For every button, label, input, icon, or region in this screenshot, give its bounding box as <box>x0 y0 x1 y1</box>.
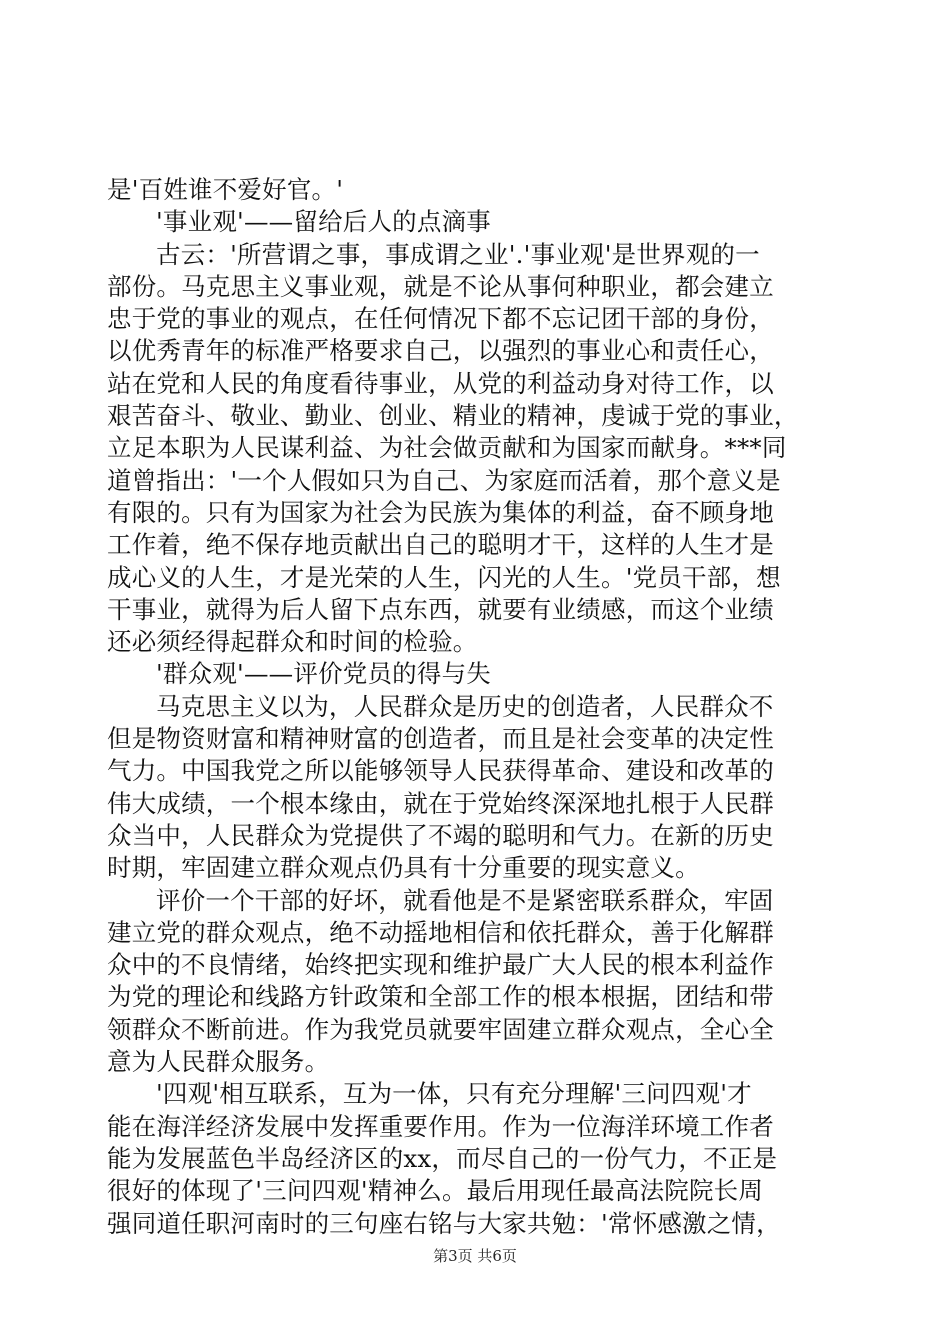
text-line: 很好的体现了'三问四观'精神么。最后用现任最高法院院长周 <box>107 1176 764 1206</box>
text-line: 立足本职为人民谋利益、为社会做贡献和为国家而献身。***同 <box>107 433 787 463</box>
text-line: 建立党的群众观点，绝不动摇地相信和依托群众，善于化解群 <box>107 917 774 947</box>
text-line: 伟大成绩，一个根本缘由，就在于党始终深深地扎根于人民群 <box>107 788 774 818</box>
text-line: 但是物资财富和精神财富的创造者，而且是社会变革的决定性 <box>107 724 774 754</box>
document-body <box>107 174 842 1240</box>
text-line: 以优秀青年的标准严格要求自己，以强烈的事业心和责任心， <box>107 336 774 366</box>
text-line: 评价一个干部的好坏，就看他是不是紧密联系群众，牢固 <box>156 885 774 915</box>
text-line: '群众观'——评价党员的得与失 <box>156 659 491 689</box>
text-line: 意为人民群众服务。 <box>107 1047 330 1077</box>
text-line: 众当中，人民群众为党提供了不竭的聪明和气力。在新的历史 <box>107 820 774 850</box>
text-line: 还必须经得起群众和时间的检验。 <box>107 627 478 657</box>
text-line: 艰苦奋斗、敬业、勤业、创业、精业的精神，虔诚于党的事业， <box>107 401 799 431</box>
text-line: 忠于党的事业的观点，在任何情况下都不忘记团干部的身份， <box>107 304 774 334</box>
text-line: 干事业，就得为后人留下点东西，就要有业绩感，而这个业绩 <box>107 594 774 624</box>
text-line: 领群众不断前进。作为我党员就要牢固建立群众观点，全心全 <box>107 1014 774 1044</box>
text-line: 道曾指出：'一个人假如只为自己、为家庭而活着，那个意义是 <box>107 465 781 495</box>
text-line: '四观'相互联系，互为一体，只有充分理解'三问四观'才 <box>156 1079 752 1109</box>
text-line: 是'百姓谁不爱好官。' <box>107 175 344 204</box>
text-line: 为党的理论和线路方针政策和全部工作的根本根据，团结和带 <box>107 982 774 1012</box>
text-line: 有限的。只有为国家为社会为民族为集体的利益，奋不顾身地 <box>107 497 774 527</box>
text-line: 站在党和人民的角度看待事业，从党的利益动身对待工作，以 <box>107 368 774 398</box>
text-line: 能为发展蓝色半岛经济区的xx，而尽自己的一份气力，不正是 <box>107 1143 778 1173</box>
text-line: 能在海洋经济发展中发挥重要作用。作为一位海洋环境工作者 <box>107 1111 774 1141</box>
page-footer: 第3页 共6页 <box>433 1247 517 1265</box>
text-line: 马克思主义以为，人民群众是历史的创造者，人民群众不 <box>156 691 774 721</box>
text-line: 部份。马克思主义事业观，就是不论从事何种职业，都会建立 <box>107 271 774 301</box>
text-line: 古云：'所营谓之事，事成谓之业'.'事业观'是世界观的一 <box>156 239 760 269</box>
text-line: 众中的不良情绪，始终把实现和维护最广大人民的根本利益作 <box>107 950 774 980</box>
text-line: 时期，牢固建立群众观点仍具有十分重要的现实意义。 <box>107 853 700 883</box>
text-line: 气力。中国我党之所以能够领导人民获得革命、建设和改革的 <box>107 756 774 786</box>
text-line: 强同道任职河南时的三句座右铭与大家共勉：'常怀感激之情， <box>107 1208 781 1238</box>
text-line: 成心义的人生，才是光荣的人生，闪光的人生。'党员干部，想 <box>107 562 781 592</box>
text-line: '事业观'——留给后人的点滴事 <box>156 207 491 237</box>
text-line: 工作着，绝不保存地贡献出自己的聪明才干，这样的人生才是 <box>107 530 774 560</box>
